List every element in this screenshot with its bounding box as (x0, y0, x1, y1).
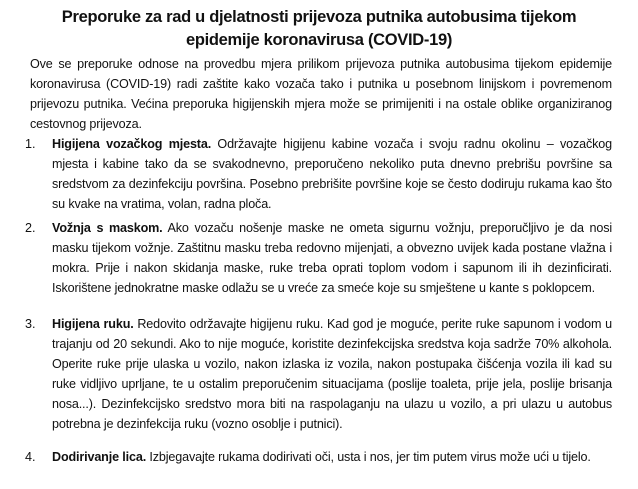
item-heading: Vožnja s maskom. (52, 221, 163, 235)
item-number: 4. (25, 450, 36, 464)
item-heading: Higijena ruku. (52, 317, 134, 331)
item-text: Redovito održavajte higijenu ruku. Kad god je moguće, perite ruke sapunom i vodom u trajanju od 20 sekundi. Ako to nije moguće, koristite dezinfekcijska sredstva koja sadrže 70% alkohola. Operite ruke prije ulaska u vozilo, nakon izlaska iz vozila, nakon postupaka čišćenja vozila ili kad su ruke vidljivo uprljane, te u ostalim preporučenim situacijama (poslije toaleta, prije jela, poslije brisanja nosa...). Dezinfekcijsko sredstvo mora biti na raspolaganju na ulazu u vozilo, a pri ulazu u autobus potrebna je dezinfekcija ruku (vozno osoblje i putnici). (52, 317, 612, 431)
item-text: Izbjegavajte rukama dodirivati oči, usta i nos, jer tim putem virus može ući u tijelo. (146, 450, 591, 464)
item-body (52, 447, 612, 467)
item-heading: Higijena vozačkog mjesta. (52, 137, 212, 151)
item-body (52, 218, 612, 298)
item-text: Održavajte higijenu kabine vozača i svoju radnu okolinu – vozačkog mjesta i kabine tako da se svakodnevno, preporučeno nekoliko puta dnevno prebrišu površine sa sredstvom za dezinfekciju površina. Posebno prebrišite površine koje se često dodiruju rukama kao što su kvake na vratima, volan, radna ploča. (52, 137, 612, 211)
item-number: 3. (25, 317, 36, 331)
item-heading: Dodirivanje lica. (52, 450, 147, 464)
item-body (52, 314, 612, 434)
intro-paragraph: Ove se preporuke odnose na provedbu mjera prilikom prijevoza putnika autobusima tijekom epidemije koronavirusa (COVID-19) radi zaštite kako vozača tako i putnika u posebnom linijskom i povremenom prijevozu putnika. Većina preporuka higijenskih mjera može se primijeniti i na ostale oblike organiziranog cestovnog prijevoza. (30, 57, 612, 131)
title-line-2: epidemije koronavirusa (COVID-19) (185, 31, 453, 49)
title-line-1: Preporuke za rad u djelatnosti prijevoza putnika autobusima tijekom (61, 8, 577, 26)
item-body (52, 134, 612, 214)
item-number: 2. (25, 221, 36, 235)
item-text: Ako vozaču nošenje maske ne ometa sigurnu vožnju, preporučljivo je da nosi masku tijekom vožnje. Zaštitnu masku treba redovno mijenjati, a obvezno uvijek kada postane vlažna i mokra. Prije i nakon skidanja maske, ruke treba oprati toplom vodom i sapunom ili ih dezinficirati. Iskorištene jednokratne maske odlažu se u vreće za smeće koje su smještene u kante s poklopcem. (52, 221, 612, 295)
document-title (0, 6, 638, 52)
item-number: 1. (25, 137, 36, 151)
